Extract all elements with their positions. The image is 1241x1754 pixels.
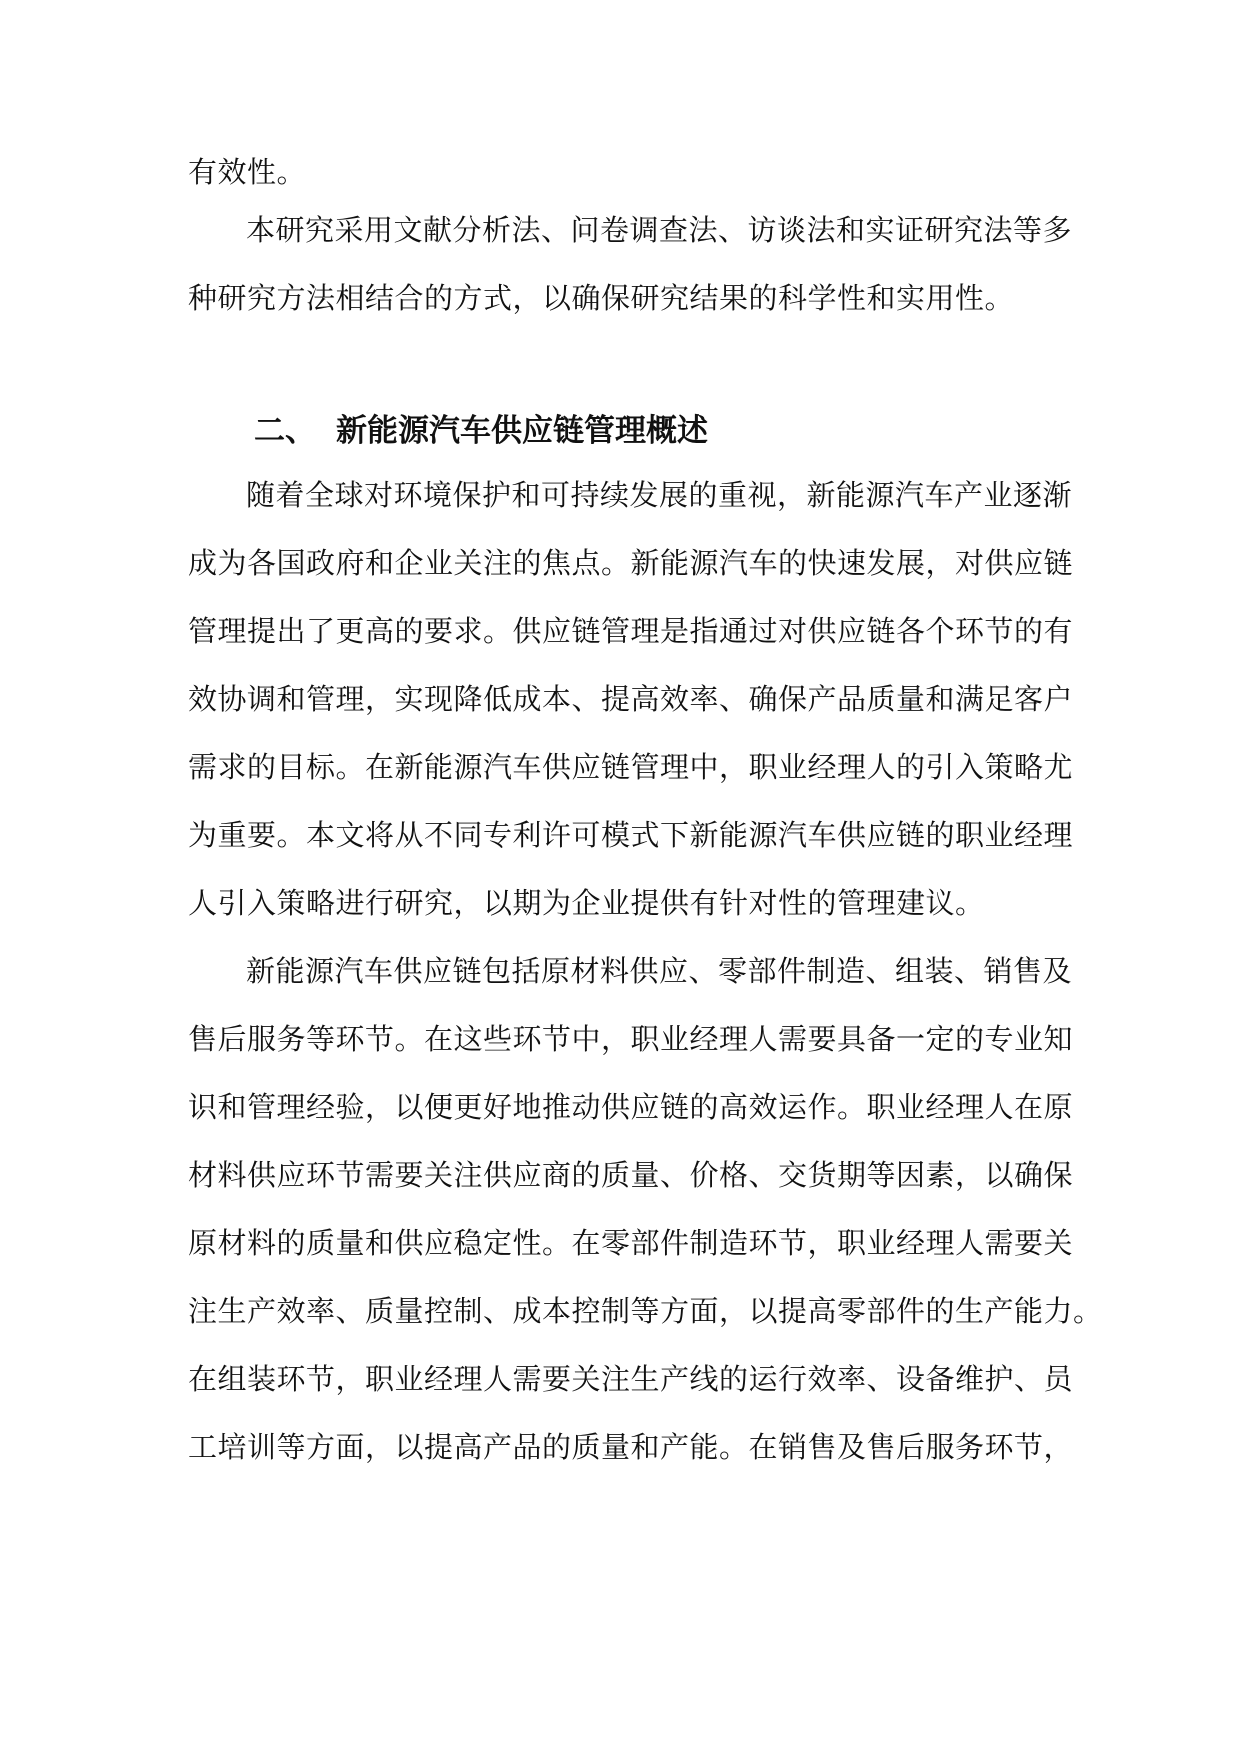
text-line: 随着全球对环境保护和可持续发展的重视，新能源汽车产业逐渐	[246, 478, 1073, 512]
section-heading	[254, 409, 708, 453]
text-line: 原材料的质量和供应稳定性。在零部件制造环节，职业经理人需要关	[188, 1226, 1074, 1260]
text-line: 注生产效率、质量控制、成本控制等方面，以提高零部件的生产能力。	[188, 1294, 1103, 1328]
text-line: 有效性。	[188, 155, 307, 189]
text-line: 种研究方法相结合的方式，以确保研究结果的科学性和实用性。	[188, 281, 1015, 315]
section-number: 二、	[254, 413, 316, 449]
text-line: 工培训等方面，以提高产品的质量和产能。在销售及售后服务环节，	[188, 1430, 1074, 1464]
text-line: 人引入策略进行研究，以期为企业提供有针对性的管理建议。	[188, 886, 985, 920]
text-line: 新能源汽车供应链包括原材料供应、零部件制造、组装、销售及	[246, 954, 1073, 988]
text-line: 本研究采用文献分析法、问卷调查法、访谈法和实证研究法等多	[246, 213, 1073, 247]
text-line: 管理提出了更高的要求。供应链管理是指通过对供应链各个环节的有	[188, 614, 1074, 648]
text-line: 为重要。本文将从不同专利许可模式下新能源汽车供应链的职业经理	[188, 818, 1074, 852]
text-line: 需求的目标。在新能源汽车供应链管理中，职业经理人的引入策略尤	[188, 750, 1074, 784]
text-line: 材料供应环节需要关注供应商的质量、价格、交货期等因素，以确保	[188, 1158, 1074, 1192]
text-line: 成为各国政府和企业关注的焦点。新能源汽车的快速发展，对供应链	[188, 546, 1074, 580]
text-line: 在组装环节，职业经理人需要关注生产线的运行效率、设备维护、员	[188, 1362, 1074, 1396]
text-line: 识和管理经验，以便更好地推动供应链的高效运作。职业经理人在原	[188, 1090, 1074, 1124]
text-line: 售后服务等环节。在这些环节中，职业经理人需要具备一定的专业知	[188, 1022, 1074, 1056]
text-line: 效协调和管理，实现降低成本、提高效率、确保产品质量和满足客户	[188, 682, 1074, 716]
section-title: 新能源汽车供应链管理概述	[336, 413, 708, 449]
